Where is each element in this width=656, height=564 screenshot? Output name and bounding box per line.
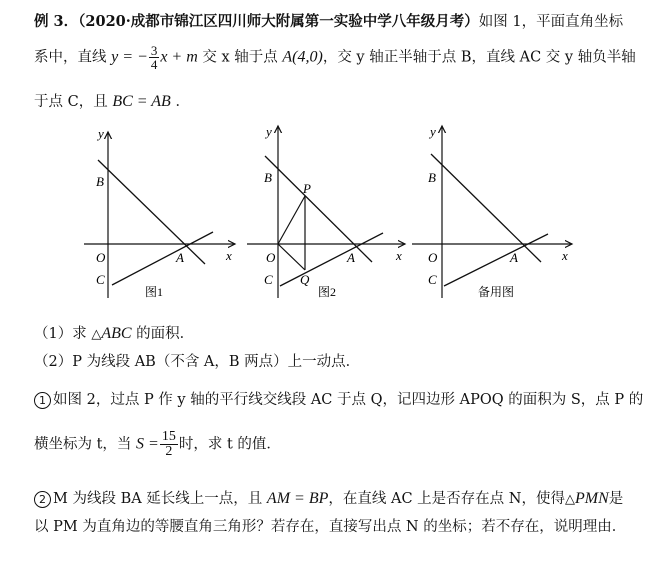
circled-number-1: 1 xyxy=(34,392,51,409)
line-equation-right: x + m xyxy=(160,48,198,66)
line2-mid: 交 x 轴于点 xyxy=(202,49,278,66)
fig3-caption: 备用图 xyxy=(478,285,515,299)
fig2-b-label: B xyxy=(264,170,272,185)
fig3-x-label: x xyxy=(562,248,568,263)
problem-header xyxy=(34,10,623,31)
fig2-p-label: P xyxy=(303,181,311,196)
source-label: （2020·成都市锦江区四川师大附属第一实验中学八年级月考） xyxy=(78,13,479,30)
fig2-x-label: x xyxy=(396,248,402,263)
problem-line-3 xyxy=(34,90,190,111)
fig2-caption: 图2 xyxy=(318,285,337,299)
line2-post: ，交 y 轴正半轴于点 B，直线 AC 交 y 轴负半轴 xyxy=(322,49,636,66)
triangle-symbol: △ xyxy=(91,327,102,342)
sub-question-2 xyxy=(34,487,623,508)
fig2-o-label: O xyxy=(266,250,276,265)
figure-3 xyxy=(412,124,572,299)
triangle-symbol-2: △ xyxy=(564,492,575,507)
fig1-x-label: x xyxy=(226,248,232,263)
fig1-caption: 图1 xyxy=(145,285,164,299)
sub-question-1-line2 xyxy=(34,430,281,459)
question-2 xyxy=(34,350,360,371)
sub-question-1 xyxy=(34,388,643,409)
problem-line-2 xyxy=(34,44,636,71)
fig2-a-label: A xyxy=(347,250,355,265)
slope-denominator: 4 xyxy=(150,57,158,72)
sub1-line2-pre: 横坐标为 t，当 xyxy=(34,436,132,453)
s-fraction xyxy=(160,430,178,459)
point-a-coords: A(4,0) xyxy=(282,48,323,66)
fig3-c-label: C xyxy=(428,272,437,287)
line2-pre: 系中，直线 xyxy=(34,49,107,66)
fig3-o-label: O xyxy=(428,250,438,265)
fig3-a-label: A xyxy=(510,250,518,265)
fig2-c-label: C xyxy=(264,272,273,287)
line3-post: ． xyxy=(175,94,190,110)
figure-1 xyxy=(84,126,235,299)
fig1-a-label: A xyxy=(176,250,184,265)
s-numerator: 15 xyxy=(161,429,176,444)
am-bp-equation: AM = BP xyxy=(266,490,329,507)
slope-numerator: 3 xyxy=(150,43,158,58)
sub2-triangle-name: PMN xyxy=(574,490,609,507)
fig1-y-label: y xyxy=(98,126,104,141)
fig1-o-label: O xyxy=(96,250,106,265)
s-equation-left: S = xyxy=(136,435,159,453)
sub1-text: 如图 2，过点 P 作 y 轴的平行线交线段 AC 于点 Q，记四边形 APOQ 的面积为 S，点 P 的 xyxy=(53,392,644,408)
slope-fraction xyxy=(149,44,160,71)
figure-2 xyxy=(247,124,405,299)
figures xyxy=(0,118,656,318)
fig3-b-label: B xyxy=(428,170,436,185)
fig1-b-label: B xyxy=(96,174,104,189)
fig3-y-label: y xyxy=(430,124,436,139)
sub2-text-post: ，在直线 AC 上是否存在点 N，使得 xyxy=(328,491,565,507)
circled-number-2: 2 xyxy=(34,491,51,508)
fig2-y-label: y xyxy=(266,124,272,139)
bc-ab-equation: BC = AB xyxy=(112,93,171,110)
q2-text: （2）P 为线段 AB（不含 A，B 两点）上一动点． xyxy=(34,354,361,370)
intro-text: 如图 1，平面直角坐标 xyxy=(478,14,624,30)
line3-pre: 于点 C，且 xyxy=(34,94,108,110)
q1-text: （1）求 xyxy=(34,326,87,342)
line-equation-left: y = − xyxy=(111,48,148,66)
fig2-q-label: Q xyxy=(300,272,310,287)
sub2-text-pre: M 为线段 BA 延长线上一点，且 xyxy=(53,491,263,507)
example-label: 例 3． xyxy=(34,13,79,30)
sub2-line2: 以 PM 为直角边的等腰直角三角形？若存在，直接写出点 N 的坐标；若不存在，说明理由． xyxy=(34,519,627,535)
q1-post: 的面积． xyxy=(136,326,195,342)
sub1-line2-post: 时，求 t 的值． xyxy=(178,436,281,453)
sub-question-2-line2 xyxy=(34,515,626,536)
s-denominator: 2 xyxy=(165,444,173,459)
fig1-c-label: C xyxy=(96,272,105,287)
sub2-text-end: 是 xyxy=(608,491,624,507)
question-1 xyxy=(34,322,194,343)
q1-triangle-name: ABC xyxy=(101,325,132,342)
